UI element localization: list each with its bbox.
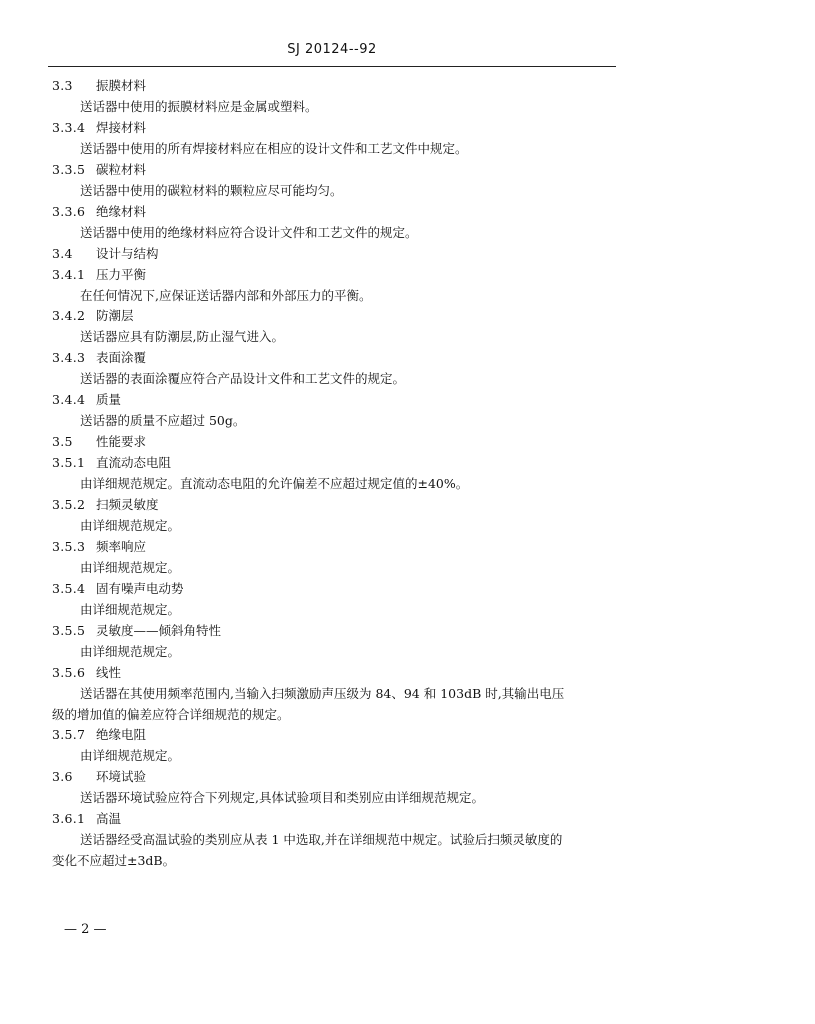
paragraph-text: 送话器中使用的绝缘材料应符合设计文件和工艺文件的规定。 [80,224,418,240]
section-title: 设计与结构 [96,245,159,261]
section-title: 焊接材料 [96,119,147,135]
section-number: 3.3 [52,78,73,93]
paragraph-continuation: 级的增加值的偏差应符合详细规范的规定。 [52,706,290,722]
section-number: 3.5.2 [52,497,86,512]
section-title: 线性 [96,664,122,680]
section-number: 3.5.1 [52,455,86,471]
section-heading [52,434,146,450]
section-heading [52,455,171,471]
section-title: 防潮层 [96,308,134,324]
paragraph-text: 送话器中使用的振膜材料应是金属或塑料。 [80,99,318,114]
section-heading [52,204,146,220]
section-heading [52,581,184,597]
section-title: 绝缘材料 [96,203,147,219]
section-title: 高温 [96,811,122,827]
section-number: 3.5 [52,434,73,450]
paragraph-text: 在任何情况下,应保证送话器内部和外部压力的平衡。 [80,287,372,303]
paragraph-text: 由详细规范规定。 [80,748,181,764]
section-title: 环境试验 [96,769,147,785]
section-title: 压力平衡 [96,266,147,282]
section-title: 碳粒材料 [96,161,147,177]
section-heading [52,350,146,366]
section-number: 3.4.2 [52,308,86,324]
section-title: 频率响应 [96,538,147,554]
section-title: 绝缘电阻 [96,727,147,743]
section-number: 3.5.3 [52,538,86,554]
section-number: 3.3.5 [52,161,86,177]
section-number: 3.4.1 [52,266,86,282]
section-title: 振膜材料 [96,78,147,93]
section-number: 3.5.5 [52,622,86,638]
section-number: 3.4 [52,245,73,261]
paragraph-text: 由详细规范规定。 [80,643,181,659]
section-heading [52,769,146,785]
paragraph-text: 送话器在其使用频率范围内,当输入扫频激励声压级为 84、94 和 103dB 时,其输出电压 [80,685,565,701]
section-heading [52,78,146,94]
section-title: 固有噪声电动势 [96,580,184,596]
paragraph-text: 由详细规范规定。 [80,601,181,617]
section-heading [52,811,121,827]
paragraph-text: 送话器的表面涂覆应符合产品设计文件和工艺文件的规定。 [80,371,406,387]
paragraph-text: 由详细规范规定。 [80,518,181,533]
section-number: 3.6 [52,769,73,785]
section-heading [52,539,146,555]
paragraph-text: 送话器经受高温试验的类别应从表 1 中选取,并在详细规范中规定。试验后扫频灵敏度的 [80,832,563,848]
section-number: 3.4.4 [52,392,86,408]
paragraph-text: 送话器中使用的碳粒材料的颗粒应尽可能均匀。 [80,182,343,198]
page-header [48,38,616,67]
paragraph-text: 由详细规范规定。 [80,559,181,575]
section-title: 表面涂覆 [96,350,147,366]
section-title: 直流动态电阻 [96,455,172,471]
section-number: 3.3.4 [52,119,86,135]
section-number: 3.6.1 [52,811,86,827]
section-heading [52,120,146,136]
section-heading [52,497,159,513]
paragraph-text: 送话器环境试验应符合下列规定,具体试验项目和类别应由详细规范规定。 [80,790,484,806]
section-title: 扫频灵敏度 [96,497,159,512]
section-heading [52,392,121,408]
paragraph-text: 送话器应具有防潮层,防止湿气进入。 [80,329,284,345]
section-number: 3.5.4 [52,580,86,596]
paragraph-text: 由详细规范规定。直流动态电阻的允许偏差不应超过规定值的±40%。 [80,476,469,492]
section-title: 性能要求 [96,434,147,450]
section-heading [52,665,121,681]
section-heading [52,623,221,639]
paragraph-text: 送话器的质量不应超过 50g。 [80,413,246,429]
section-heading [52,162,146,178]
paragraph-text: 送话器中使用的所有焊接材料应在相应的设计文件和工艺文件中规定。 [80,140,468,156]
section-number: 3.4.3 [52,350,86,366]
section-heading [52,246,159,262]
section-heading [52,308,134,324]
section-heading [52,727,146,743]
section-title: 灵敏度——倾斜角特性 [96,622,222,638]
paragraph-continuation: 变化不应超过±3dB。 [52,853,176,869]
standard-code: SJ 20124--92 [287,42,377,57]
section-number: 3.5.7 [52,727,86,743]
section-number: 3.5.6 [52,664,86,680]
section-title: 质量 [96,392,122,408]
section-heading [52,267,146,283]
section-number: 3.3.6 [52,203,86,219]
page-number: — 2 — [64,922,107,937]
